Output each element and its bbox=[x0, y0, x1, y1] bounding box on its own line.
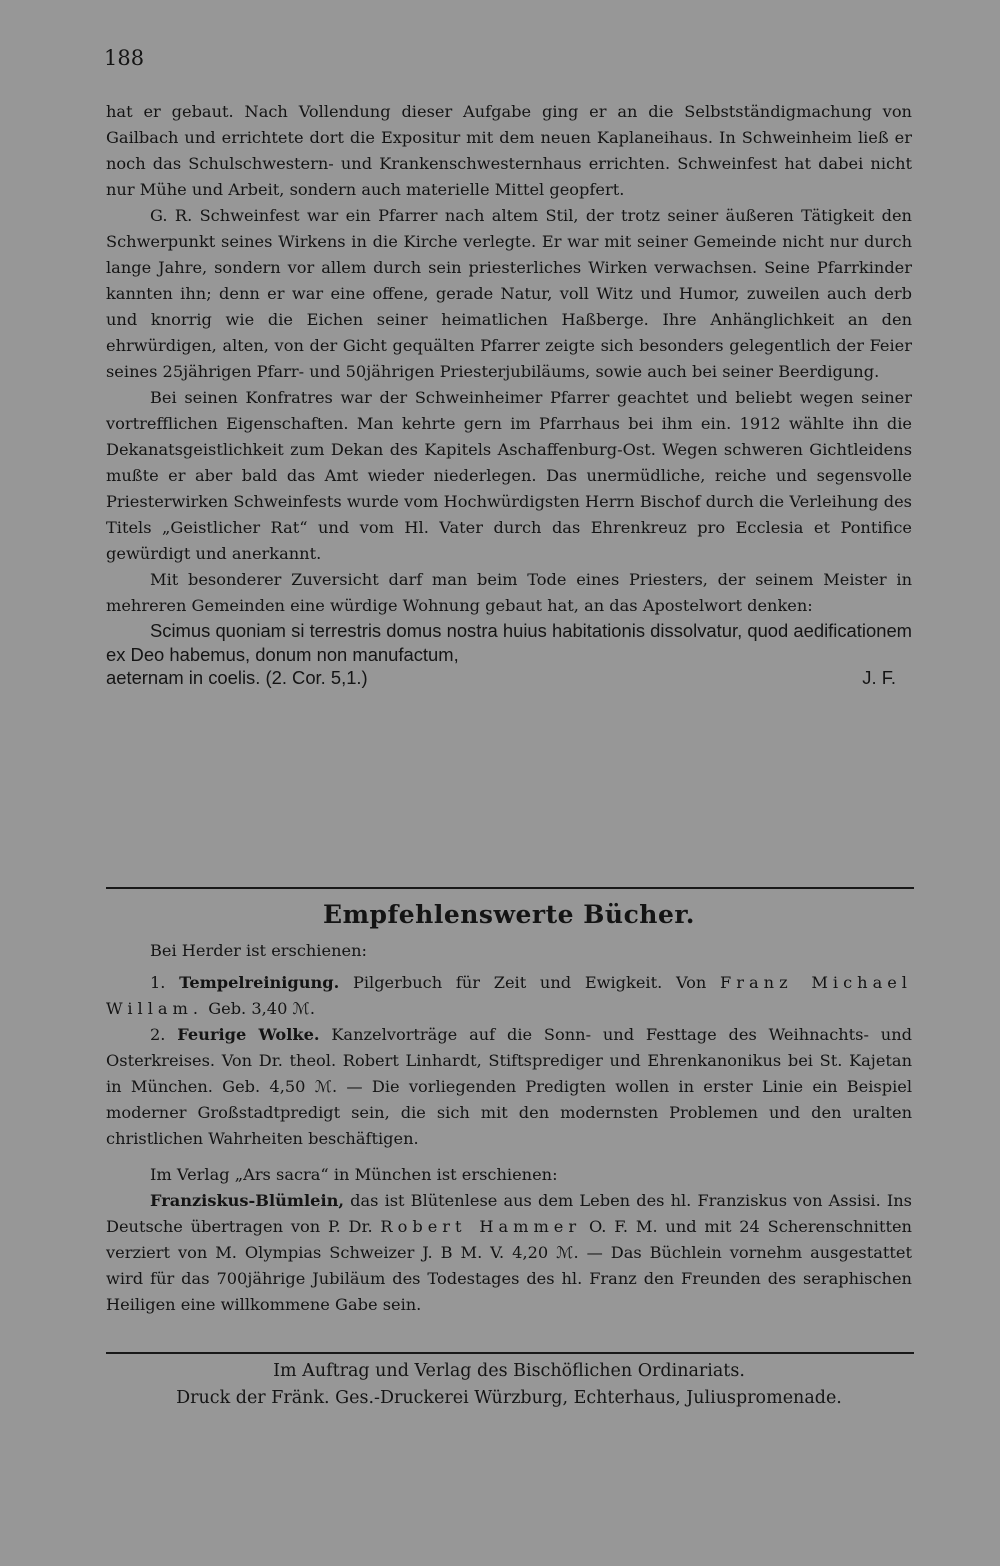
latin-quote-close bbox=[106, 666, 912, 690]
page-number: 188 bbox=[104, 46, 145, 70]
book-price: Geb. 3,40 ℳ. bbox=[208, 999, 315, 1018]
book-number: 2. bbox=[150, 1025, 166, 1044]
author-signature: J. F. bbox=[862, 667, 896, 688]
book-author: Robert Hammer bbox=[380, 1217, 582, 1236]
book-entry-franziskus bbox=[106, 1188, 912, 1318]
article-paragraph-2: G. R. Schweinfest war ein Pfarrer nach altem Stil, der trotz seiner äußeren Tätigkeit den Schwerpunkt seines Wirkens in die Kirche verlegte. Er war mit seiner Gemeinde nicht nur durch lange Jahre, sondern vor allem durch sein priesterliches Wirken verwachsen. Seine Pfarrkinder kannten ihn; denn er war eine offene, gerade Natur, voll Witz und Humor, zuweilen auch derb und knorrig wie die Eichen seiner heimatlichen Haßberge. Ihre Anhänglichkeit an den ehrwürdigen, alten, von der Gicht gequälten Pfarrer zeigte sich besonders gelegentlich der Feier seines 25jährigen Pfarr- und 50jährigen Priesterjubiläums, sowie auch bei seiner Beerdigung. bbox=[106, 206, 912, 381]
book-description: Pilgerbuch für Zeit und Ewigkeit. Von bbox=[352, 973, 707, 992]
imprint-printer: Druck der Fränk. Ges.-Druckerei Würzburg, Echterhaus, Juliuspromenade. bbox=[176, 1388, 842, 1408]
book-description-cont: O. F. M. und mit 24 Scherenschnitten verziert von M. Olympias Schweizer J. B M. V. 4,20 ℳ. — Das Büchlein vornehm ausgestattet wird für das 700jährige Jubiläum des Todestages des hl. Franz den Freunden des seraphischen Heiligen eine willkommene Gabe sein. bbox=[106, 1217, 912, 1314]
book-description: Kanzelvorträge auf die Sonn- und Festtage des Weihnachts- und Osterkreises. Von Dr. theol. Robert Linhardt, Stiftsprediger und Ehrenkanonikus bei St. Kajetan in München. Geb. 4,50 ℳ. — Die vorliegenden Predigten wollen in erster Linie ein Beispiel moderner Großstadtpredigt sein, die sich mit den modernsten Problemen und den uralten christlichen Wahrheiten beschäftigen. bbox=[106, 1025, 912, 1148]
imprint bbox=[106, 1358, 912, 1412]
book-entry-1 bbox=[106, 970, 912, 1022]
section-divider bbox=[106, 887, 914, 889]
book-entry-2 bbox=[106, 1022, 912, 1152]
section-heading: Empfehlenswerte Bücher. bbox=[323, 900, 695, 929]
article-paragraph-3: Bei seinen Konfratres war der Schweinheimer Pfarrer geachtet und beliebt wegen seiner vortrefflichen Eigenschaften. Man kehrte gern im Pfarrhaus bei ihm ein. 1912 wählte ihn die Dekanatsgeistlichkeit zum Dekan des Kapitels Aschaffenburg-Ost. Wegen schweren Gichtleidens mußte er aber bald das Amt wieder niederlegen. Das unermüdliche, reiche und segensvolle Priesterwirken Schweinfests wurde vom Hochwürdigsten Herrn Bischof durch die Verleihung des Titels „Geistlicher Rat“ und vom Hl. Vater durch das Ehrenkreuz pro Ecclesia et Pontifice gewürdigt und anerkannt. bbox=[106, 388, 912, 563]
article-body bbox=[106, 99, 912, 690]
book-title: Franziskus-Blümlein, bbox=[150, 1191, 344, 1210]
book-number: 1. bbox=[150, 973, 166, 992]
latin-quote: Scimus quoniam si terrestris domus nostra huius habitationis dissolvatur, quod aedificationem ex Deo habemus, donum non manufactum, bbox=[106, 620, 912, 665]
verlag-intro: Im Verlag „Ars sacra“ in München ist erschienen: bbox=[150, 1165, 558, 1184]
book-list bbox=[106, 970, 912, 1318]
publisher-intro: Bei Herder ist erschienen: bbox=[150, 941, 367, 960]
imprint-publisher: Im Auftrag und Verlag des Bischöflichen Ordinariats. bbox=[273, 1361, 745, 1381]
imprint-divider bbox=[106, 1352, 914, 1354]
article-paragraph-1: hat er gebaut. Nach Vollendung dieser Aufgabe ging er an die Selbstständigmachung von Gailbach und errichtete dort die Expositur mit dem neuen Kaplaneihaus. In Schweinheim ließ er noch das Schulschwestern- und Krankenschwesternhaus errichten. Schweinfest hat dabei nicht nur Mühe und Arbeit, sondern auch materielle Mittel geopfert. bbox=[106, 102, 912, 199]
book-description: das ist Blütenlese aus dem Leben des hl. Franziskus von Assisi. Ins Deutsche übertragen von P. Dr. bbox=[106, 1191, 912, 1236]
article-paragraph-4: Mit besonderer Zuversicht darf man beim Tode eines Priesters, der seinem Meister in mehreren Gemeinden eine würdige Wohnung gebaut hat, an das Apostelwort denken: bbox=[106, 570, 912, 615]
latin-quote-end: aeternam in coelis. (2. Cor. 5,1.) bbox=[106, 667, 368, 688]
book-title: Feurige Wolke. bbox=[177, 1025, 320, 1044]
book-author: Franz Michael Willam. bbox=[106, 973, 912, 1018]
book-title: Tempelreinigung. bbox=[179, 973, 340, 992]
